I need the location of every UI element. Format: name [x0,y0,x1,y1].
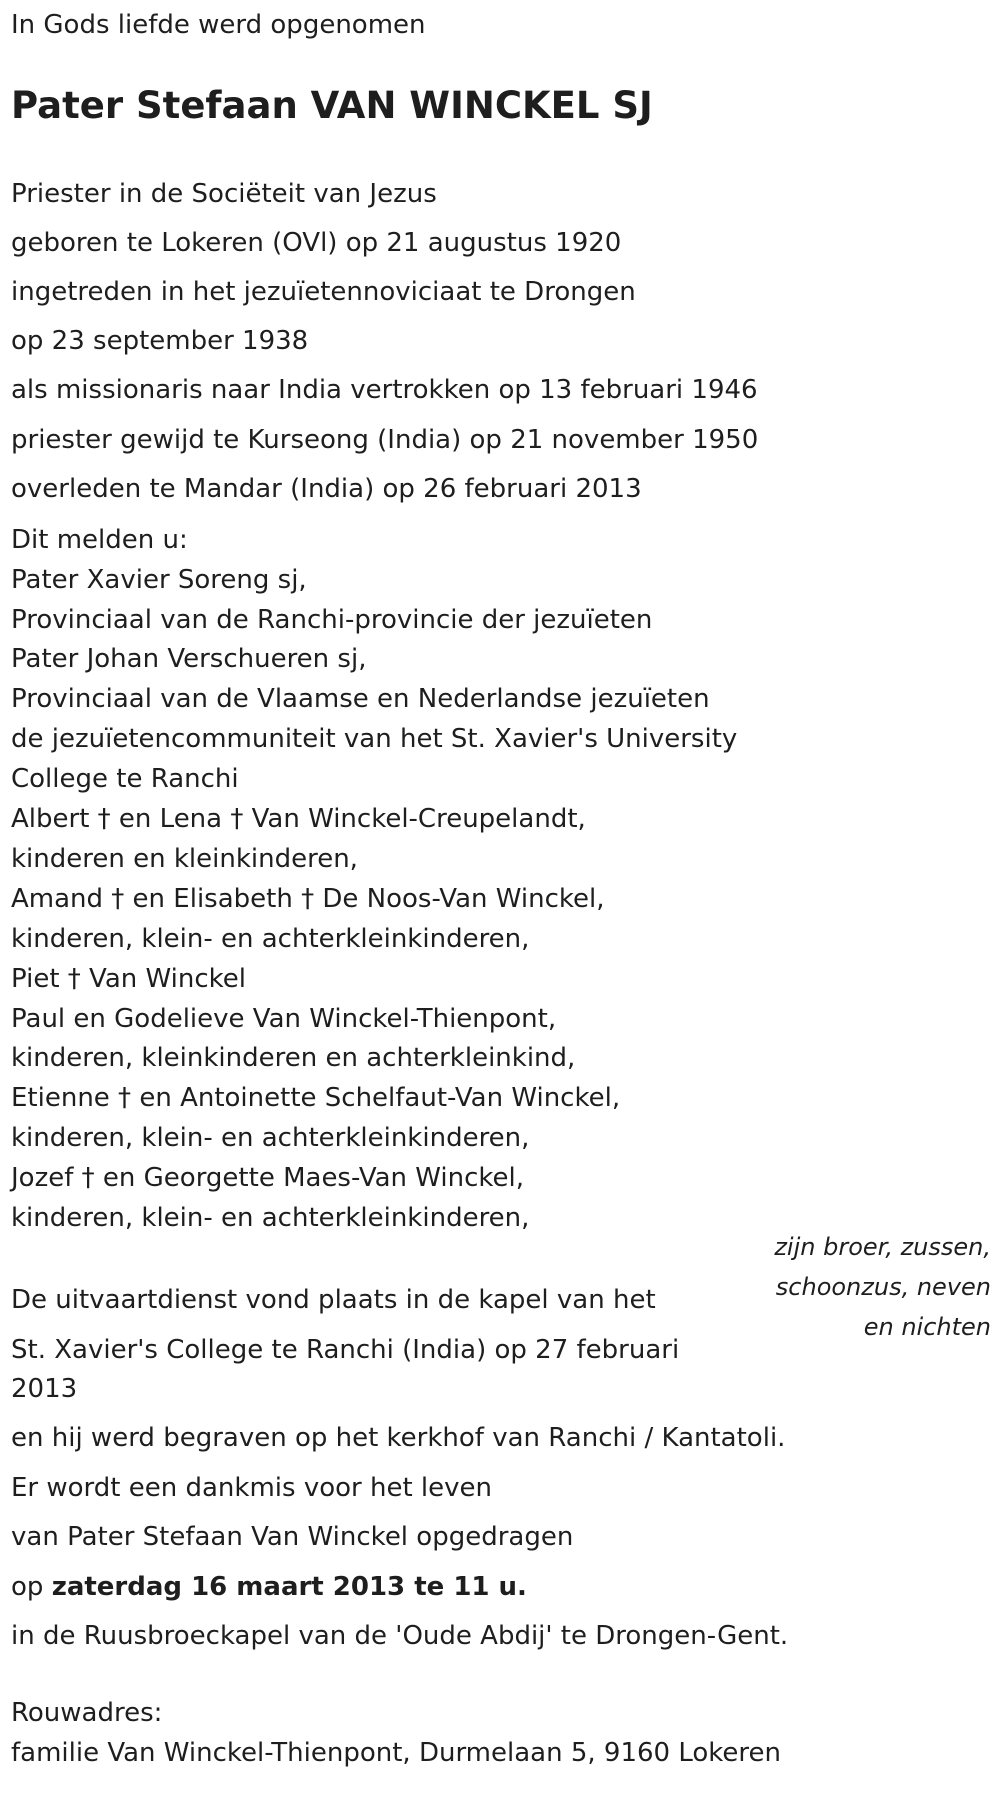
announcer-line: Jozef † en Georgette Maes-Van Winckel, [11,1163,525,1193]
announcer-line: College te Ranchi [11,764,239,794]
announcer-line: de jezuïetencommuniteit van het St. Xavier's University [11,724,738,754]
announcer-line: kinderen en kleinkinderen, [11,844,358,874]
address-text: familie Van Winckel-Thienpont, Durmelaan 5, 9160 Lokeren [11,1738,781,1768]
funeral-line: Er wordt een dankmis voor het leven [11,1473,492,1503]
announcer-line: Piet † Van Winckel [11,964,246,994]
funeral-line: van Pater Stefaan Van Winckel opgedragen [11,1522,574,1552]
mass-date-line [11,1571,527,1603]
intro-text: In Gods liefde werd opgenomen [11,10,426,40]
announcer-line: kinderen, klein- en achterkleinkinderen, [11,924,530,954]
funeral-line: 2013 [11,1374,78,1404]
announcer-line: kinderen, kleinkinderen en achterkleinkind, [11,1043,576,1073]
funeral-line: en hij werd begraven op het kerkhof van Ranchi / Kantatoli. [11,1423,786,1453]
announcer-line: kinderen, klein- en achterkleinkinderen, [11,1123,530,1153]
announcer-line: Paul en Godelieve Van Winckel-Thienpont, [11,1004,557,1034]
announcer-line: Pater Johan Verschueren sj, [11,644,367,674]
deceased-name: Pater Stefaan VAN WINCKEL SJ [11,84,653,127]
bio-line: ingetreden in het jezuïetennoviciaat te Drongen [11,277,636,307]
bio-line: geboren te Lokeren (OVl) op 21 augustus 1920 [11,228,622,258]
bio-line: als missionaris naar India vertrokken op 13 februari 1946 [11,375,758,405]
bio-line: op 23 september 1938 [11,326,309,356]
bio-line: overleden te Mandar (India) op 26 februari 2013 [11,474,642,504]
mass-prefix: op [11,1572,44,1602]
mass-date: zaterdag 16 maart 2013 te 11 u. [51,1572,527,1602]
relation-note-line: zijn broer, zussen, [774,1233,991,1261]
announcer-line: Provinciaal van de Ranchi-provincie der jezuïeten [11,605,653,635]
relation-note-line: en nichten [863,1313,991,1341]
announcers-heading: Dit melden u: [11,525,188,555]
mass-location: in de Ruusbroeckapel van de 'Oude Abdij' te Drongen-Gent. [11,1621,789,1651]
funeral-line: St. Xavier's College te Ranchi (India) op 27 februari [11,1335,680,1365]
address-heading: Rouwadres: [11,1698,163,1728]
announcer-line: Albert † en Lena † Van Winckel-Creupelandt, [11,804,586,834]
relation-note [731,1227,991,1347]
bio-line: Priester in de Sociëteit van Jezus [11,179,437,209]
announcer-line: Etienne † en Antoinette Schelfaut-Van Winckel, [11,1083,621,1113]
relation-note-line: schoonzus, neven [775,1273,991,1301]
bio-line: priester gewijd te Kurseong (India) op 21 november 1950 [11,425,759,455]
announcer-line: Pater Xavier Soreng sj, [11,565,307,595]
announcer-line: kinderen, klein- en achterkleinkinderen, [11,1203,530,1233]
funeral-line: De uitvaartdienst vond plaats in de kapel van het [11,1285,656,1315]
announcer-line: Provinciaal van de Vlaamse en Nederlandse jezuïeten [11,684,710,714]
announcer-line: Amand † en Elisabeth † De Noos-Van Winckel, [11,884,605,914]
